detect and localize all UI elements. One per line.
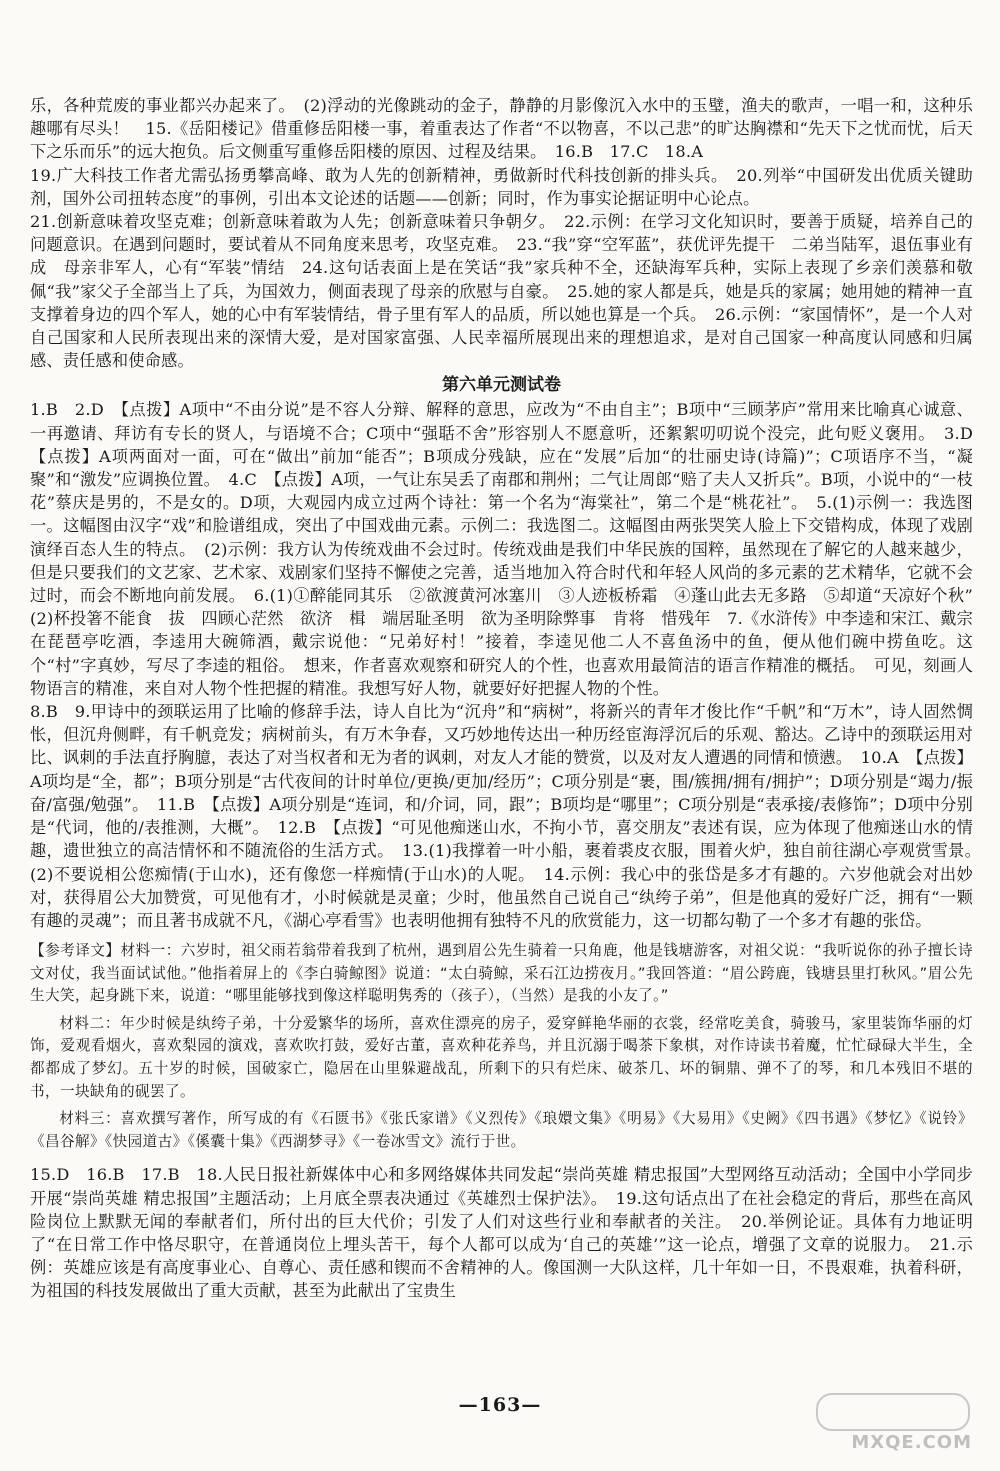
section-paragraph-1: 1.B 2.D 【点拨】A项中“不由分说”是不容人分辩、解释的意思，应改为“不由自主”；B项中“三顾茅庐”常用来比喻真心诚意、一再邀请、拜访有专长的贤人，与语境不合；C项中“强聒不舍”形容别人不愿意听，还絮絮叨叨说个没完，此句贬义褒用。 3.D 【点拨】A项两面对一面，可在“做出”前加“能否”；B项成分残缺，应在“发展”后加“的壮丽史诗(诗篇)”；C项语序不当，“凝聚”和“激发”应调换位置。 4.C 【点拨】A项，一气让东吴丢了南郡和荆州；二气让周郎“赔了夫人又折兵”。B项，小说中的“一枝花”蔡庆是男的，不是女的。D项，大观园内成立过两个诗社：第一个名为“海棠社”，第二个是“桃花社”。 5.(1)示例一：我选图一。这幅图由汉字“戏”和脸谱组成，突出了中国戏曲元素。示例二：我选图二。这幅图由两张哭笑人脸上下交错构成，体现了戏剧演绎百态人生的特点。 (2)示例：我方认为传统戏曲不会过时。传统戏曲是我们中华民族的国粹，虽然现在了解它的人越来越少，但是只要我们的文艺家、艺术家、戏剧家们坚持不懈使之完善，适当地加入符合时代和年轻人风尚的多元素的艺术精华，它就不会过时，而会不断地向前发展。 6.(1)①醉能同其乐 ②欲渡黄河冰塞川 ③人迹板桥霜 ④蓬山此去无多路 ⑤却道“天凉好个秋” (2)杯投箸不能食 拔 四顾心茫然 欲济 楫 端居耻圣明 欲为圣明除弊事 肯将 惜残年 7.《水浒传》中李逵和宋江、戴宗在琵琶亭吃酒，李逵用大碗筛酒，戴宗说他：“兄弟好村！”接着，李逵见他二人不喜鱼汤中的鱼，便从他们碗中捞鱼吃。这个“村”字真妙，写尽了李逵的粗俗。 想来，作者喜欢观察和研究人的个性，也喜欢用最简洁的语言作精准的概括。 可见，刻画人物语言的精准，来自对人物个性把握的精准。我想写好人物，就要好好把握人物的个性。 bbox=[30, 400, 990, 698]
answer-paragraph-1: 乐，各种荒废的事业都兴办起来了。 (2)浮动的光像跳动的金子，静静的月影像沉入水中的玉璧，渔夫的歌声，一唱一和，这种乐趣哪有尽头！ 15.《岳阳楼记》借重修岳阳楼一事，着重表达了作者“不以物喜，不以己悲”的旷达胸襟和“先天下之忧而忧，后天下之乐而乐”的远大抱负。后文侧重写重修岳阳楼的原因、过程及结果。 16.B 17.C 18.A bbox=[30, 96, 973, 162]
answer-paragraph-3: 21.创新意味着攻坚克难；创新意味着敢为人先；创新意味着只争朝夕。 22.示例：在学习文化知识时，要善于质疑，培养自己的问题意识。在遇到问题时，要试着从不同角度来思考，攻坚克难。 23.“我”穿“空军蓝”，获优评先提干 二弟当陆军，退伍事业有成 母亲非军人，心有“军装”情结 24.这句话表面上是在笑话“我”家兵种不全，还缺海军兵种，实际上表现了乡亲们羡慕和敬佩“我”家父子全部当上了兵，为国效力，侧面表现了母亲的欣慰与自豪。 25.她的家人都是兵，她是兵的家属；她用她的精神一直支撑着身边的四个军人，她的心中有军装情结，骨子里有军人的品质，所以她也算是一个兵。 26.示例：“家国情怀”，是一个人对自己国家和人民所表现出来的深情大爱，是对国家富强、人民幸福所展现出来的理想追求，是对自己国家一种高度认同感和归属感、责任感和使命感。 bbox=[30, 212, 973, 371]
answer-paragraph-2: 19.广大科技工作者尤需弘扬勇攀高峰、敢为人先的创新精神，勇做新时代科技创新的排头兵。 20.列举“中国研发出优质关键助剂，国外公司扭转态度”的事例，引出本文论述的话题——创新；同时，作为事实论据证明中心论点。 bbox=[30, 165, 973, 208]
section-title: 第六单元测试卷 bbox=[442, 375, 561, 396]
page-number: —163— bbox=[458, 1394, 542, 1416]
watermark-text: MXQE.COM bbox=[851, 1432, 972, 1453]
watermark-logo bbox=[816, 1393, 970, 1431]
watermark bbox=[808, 1393, 978, 1453]
translation-intro: 【参考译文】材料一：六岁时，祖父雨若翁带着我到了杭州，遇到眉公先生骑着一只角鹿，他是钱塘游客，对祖父说：“我听说你的孙子擅长诗文对仗，我当面试试他。”他指着屏上的《李白骑鲸图》说道：“太白骑鲸，采石江边捞夜月。”我回答道：“眉公跨鹿，钱塘县里打秋风。”眉公先生大笑，起身跳下来，说道：“哪里能够找到像这样聪明隽秀的（孩子），（当然）是我的小友了。” bbox=[30, 942, 973, 1005]
section-paragraph-2: 8.B 9.甲诗中的颈联运用了比喻的修辞手法，诗人自比为“沉舟”和“病树”，将新兴的青年才俊比作“千帆”和“万木”，诗人固然惆怅，但沉舟侧畔，有千帆竞发；病树前头，有万木争春，又巧妙地传达出一种历经宦海浮沉后的乐观、豁达。乙诗中的颈联运用对比、讽刺的手法直抒胸臆，表达了对当权者和无为者的讽刺，对友人才能的赞赏，以及对友人遭遇的同情和愤懑。 10.A 【点拨】A项均是“全，都”；B项分别是“古代夜间的计时单位/更换/更加/经历”；C项分别是“裹，围/簇拥/拥有/拥护”；D项分别是“竭力/振奋/富强/勉强”。 11.B 【点拨】A项分别是“连词，和/介词，同，跟”；B项均是“哪里”；C项分别是“表承接/表修饰”；D项中分别是“代词，他的/表推测，大概”。 12.B 【点拨】“可见他痴迷山水，不拘小节，喜交朋友”表述有误，应为体现了他痴迷山水的情趣，遗世独立的高洁情怀和不随流俗的生活方式。 13.(1)我撑着一叶小船，裹着裘皮衣服，围着火炉，独自前往湖心亭观赏雪景。 (2)不要说相公您痴情(于山水)，还有像您一样痴情(于山水)的人呢。 14.示例：我心中的张岱是多才有趣的。六岁他就会对出妙对，获得眉公大加赞赏，可见他有才，小时候就是灵童；少时，他虽然自己说自己“纨绔子弟”，但是他真的爱好广泛，拥有“一颗有趣的灵魂”；而且著书成就不凡，《湖心亭看雪》也表明他拥有独特不凡的欣赏能力，这一切都勾勒了一个多才有趣的张岱。 bbox=[30, 702, 990, 930]
translation-material-2: 材料二：年少时候是纨绔子弟，十分爱繁华的场所，喜欢住漂亮的房子，爱穿鲜艳华丽的衣裳，经常吃美食，骑骏马，家里装饰华丽的灯饰，爱观看烟火，喜欢梨园的演戏，喜欢吹打鼓，爱好古董，喜欢种花养鸟，并且沉溺于喝茶下象棋，对作诗读书着魔，忙忙碌碌大半生，全都都成了梦幻。五十岁的时候，国破家亡，隐居在山里躲避战乱，所剩下的只有烂床、破茶几、坏的铜鼎、弹不了的琴，和几本残旧不堪的书，一块缺角的砚罢了。 bbox=[30, 1014, 973, 1100]
answer-page bbox=[30, 94, 990, 1303]
section-paragraph-3: 15.D 16.B 17.B 18.人民日报社新媒体中心和多网络媒体共同发起“崇尚英雄 精忠报国”大型网络互动活动；全国中小学同步开展“崇尚英雄 精忠报国”主题活动；上月底全票表决通过《英雄烈士保护法》。 19.这句话点出了在社会稳定的背后，那些在高风险岗位上默默无闻的奉献者们，所付出的巨大代价；引发了人们对这些行业和奉献者的关注。 20.举例论证。具体有力地证明了“在日常工作中恪尽职守，在普通岗位上埋头苦干，每个人都可以成为‘自己的英雄’”这一论点，增强了文章的说服力。 21.示例：英雄应该是有高度事业心、自尊心、责任感和锲而不舍精神的人。像国测一大队这样，几十年如一日，不畏艰难，执着科研，为祖国的科技发展做出了重大贡献，甚至为此献出了宝贵生 bbox=[30, 1165, 973, 1301]
translation-material-3: 材料三：喜欢撰写著作，所写成的有《石匮书》《张氏家谱》《义烈传》《琅嬛文集》《明易》《大易用》《史阙》《四书遇》《梦忆》《说铃》《昌谷解》《快园道古》《傒囊十集》《西湖梦寻》《一卷冰雪文》流行于世。 bbox=[30, 1110, 973, 1150]
